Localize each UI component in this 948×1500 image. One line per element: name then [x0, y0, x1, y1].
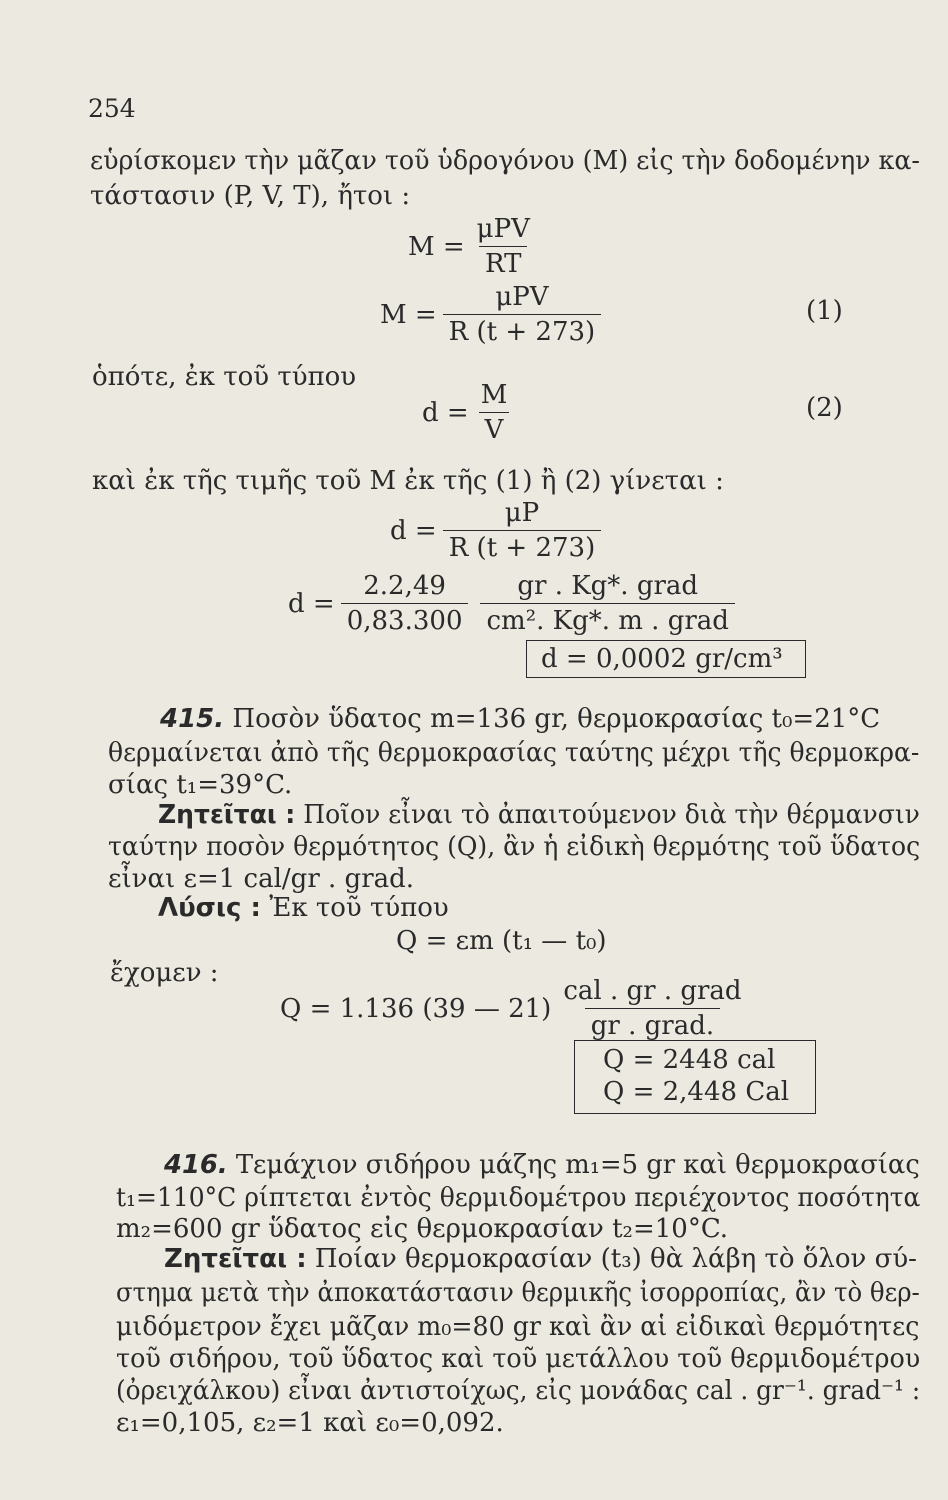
- equation-lhs: M =: [380, 299, 437, 330]
- equation-mass-b: [380, 282, 607, 347]
- problem-415-line-7: [158, 893, 449, 923]
- equation-tag-1: (1): [806, 296, 843, 326]
- fraction-numerator: μPV: [476, 214, 530, 244]
- units-numerator: gr . Kg*. grad: [517, 571, 699, 601]
- intro-line-1: εὑρίσκομεν τὴν μᾶζαν τοῦ ὑδρογόνου (M) εἰς τὴν δοδομένην κα-: [90, 146, 920, 176]
- result-heat-kcal: Q = 2,448 Cal: [603, 1077, 790, 1107]
- problem-415-line-3: σίας t₁=39°C.: [108, 770, 293, 800]
- result-box-density: [526, 640, 806, 678]
- problem-415-line-2: θερμαίνεται ἀπὸ τῆς θερμοκρασίας ταύτης μέχρι τῆς θερμοκρα-: [108, 738, 920, 768]
- solution-text: Ἐκ τοῦ τύπου: [269, 893, 449, 923]
- fraction-denominator: V: [479, 412, 510, 445]
- equation-lhs: d =: [422, 397, 469, 428]
- asked-label: Ζητεῖται :: [158, 800, 296, 830]
- fraction-denominator: R (t + 273): [443, 530, 602, 563]
- result-heat-cal: Q = 2448 cal: [603, 1045, 776, 1075]
- problem-416-line-9: ε₁=0,105, ε₂=1 καὶ ε₀=0,092.: [116, 1408, 504, 1438]
- problem-416-line-5: στημα μετὰ τὴν ἀποκατάστασιν θερμικῆς ἰσορροπίας, ἂν τὸ θερ-: [116, 1278, 920, 1308]
- equation-tag-2: (2): [806, 393, 843, 423]
- problem-number: 415.: [160, 704, 225, 734]
- result-box-heat: [574, 1040, 816, 1114]
- asked-label: Ζητεῖται :: [164, 1244, 307, 1274]
- fraction-denominator: RT: [479, 246, 527, 279]
- equation-lhs: Q = 1.136 (39 — 21): [280, 993, 552, 1024]
- problem-416-line-1: [164, 1150, 920, 1180]
- equation-lhs: d =: [390, 515, 437, 546]
- problem-416-line-3: m₂=600 gr ὕδατος εἰς θερμοκρασίαν t₂=10°C.: [116, 1214, 729, 1244]
- units-denominator: cm². Kg*. m . grad: [480, 603, 734, 636]
- equation-density: [422, 380, 519, 445]
- problem-415-line-4: [158, 800, 920, 830]
- problem-416-text: Τεμάχιον σιδήρου μάζης m₁=5 gr καὶ θερμοκρασίας: [235, 1150, 920, 1180]
- problem-416-line-4: [164, 1244, 917, 1274]
- fraction-numerator: 2.2,49: [363, 571, 446, 601]
- problem-415-line-5: ταύτην ποσὸν θερμότητος (Q), ἂν ἡ εἰδικὴ θερμότης τοῦ ὕδατος: [108, 832, 921, 862]
- opote-line: ὁπότε, ἐκ τοῦ τύπου: [92, 362, 357, 392]
- problem-number: 416.: [164, 1150, 228, 1180]
- intro-line-2: τάστασιν (P, V, T), ἤτοι :: [90, 181, 411, 211]
- equation-lhs: M =: [408, 231, 465, 262]
- exomen-line: ἔχομεν :: [110, 958, 219, 988]
- asked-text: Ποίαν θερμοκρασίαν (t₃) θὰ λάβη τὸ ὅλον σύ-: [314, 1244, 917, 1274]
- equation-lhs: d =: [288, 588, 335, 619]
- page-number: 254: [88, 94, 136, 123]
- problem-416-line-7: τοῦ σιδήρου, τοῦ ὕδατος καὶ τοῦ μετάλλου τοῦ θερμιδομέτρου: [116, 1344, 921, 1374]
- heat-formula: Q = εm (t₁ — t₀): [396, 926, 607, 956]
- problem-415-text: Ποσὸν ὕδατος m=136 gr, θερμοκρασίας t₀=21°C: [232, 704, 881, 734]
- problem-415-line-1: [160, 704, 880, 734]
- fraction-numerator: μP: [504, 498, 540, 528]
- kai-line: καὶ ἐκ τῆς τιμῆς τοῦ M ἐκ τῆς (1) ἢ (2) γίνεται :: [92, 466, 724, 496]
- solution-label: Λύσις :: [158, 893, 261, 923]
- problem-416-line-6: μιδόμετρον ἔχει μᾶζαν m₀=80 gr καὶ ἂν αἱ εἰδικαὶ θερμότητες: [116, 1312, 920, 1342]
- problem-416-line-8: (ὀρειχάλκου) εἶναι ἀντιστοίχως, εἰς μονάδας cal . gr⁻¹. grad⁻¹ :: [116, 1376, 921, 1406]
- result-density: d = 0,0002 gr/cm³: [541, 644, 783, 674]
- fraction-denominator: 0,83.300: [341, 603, 469, 636]
- units-denominator: gr . grad.: [585, 1008, 720, 1041]
- problem-415-line-6: εἶναι ε=1 cal/gr . grad.: [108, 864, 415, 894]
- equation-density-substituted: [390, 498, 607, 563]
- asked-text: Ποῖον εἶναι τὸ ἀπαιτούμενον διὰ τὴν θέρμανσιν: [303, 800, 920, 830]
- fraction-numerator: M: [480, 380, 508, 410]
- fraction-denominator: R (t + 273): [443, 314, 602, 347]
- equation-mass-a: [408, 214, 542, 279]
- problem-416-line-2: t₁=110°C ρίπτεται ἐντὸς θερμιδομέτρου περιέχοντος ποσότητα: [116, 1183, 921, 1213]
- units-numerator: cal . gr . grad: [563, 976, 742, 1006]
- equation-density-numeric: [288, 571, 741, 636]
- fraction-numerator: μPV: [495, 282, 549, 312]
- heat-equation: [280, 976, 754, 1041]
